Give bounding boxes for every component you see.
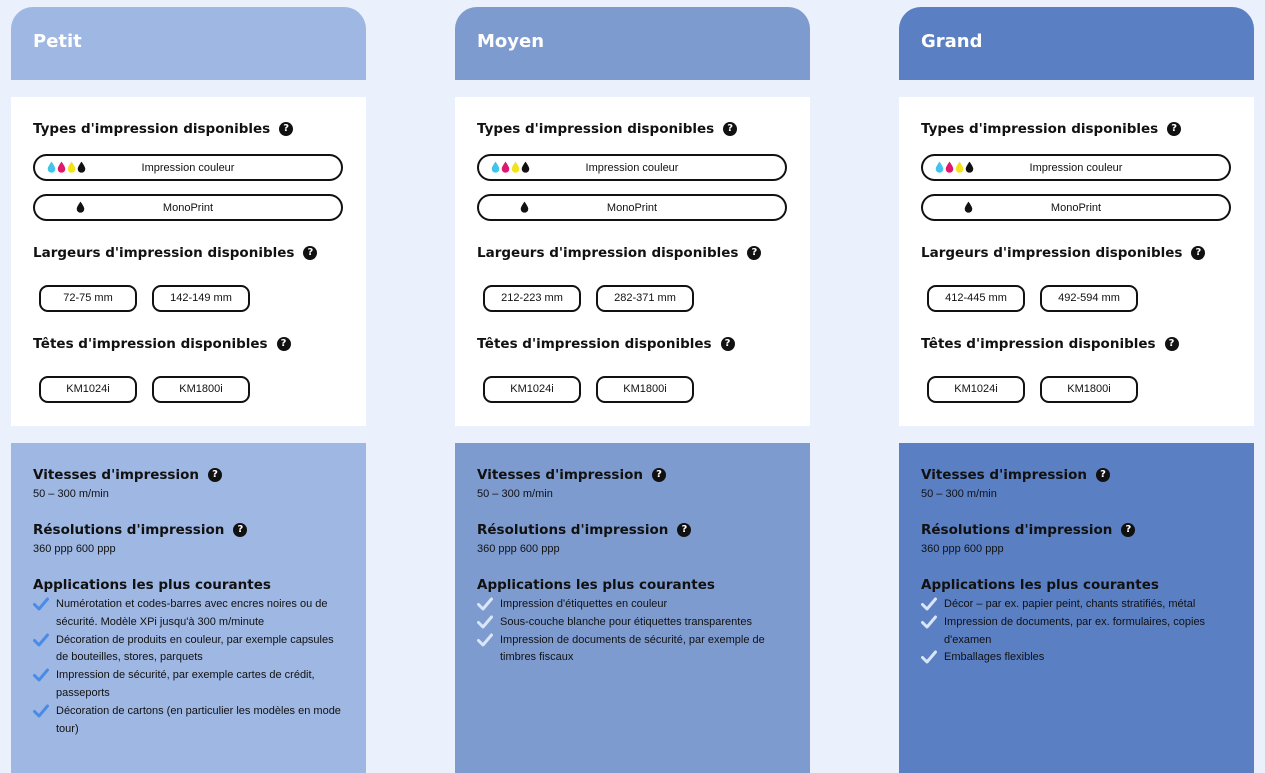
size-column-1 <box>455 7 810 664</box>
check-icon <box>921 650 937 664</box>
heads-heading: Têtes d'impression disponibles ? <box>33 336 291 352</box>
print-type-mono: MonoPrint <box>33 194 343 221</box>
check-icon <box>477 615 493 629</box>
width-tag: 212-223 mm <box>483 285 581 312</box>
speed-value: 50 – 300 m/min <box>477 488 553 500</box>
resolution-heading: Résolutions d'impression ? <box>33 522 247 538</box>
check-icon <box>33 668 49 682</box>
question-circle-icon[interactable]: ? <box>723 122 737 136</box>
resolution-value: 360 ppp 600 ppp <box>921 543 1004 555</box>
question-circle-icon[interactable]: ? <box>1121 523 1135 537</box>
list-item: Numérotation et codes-barres avec encres noires ou de sécurité. Modèle XPi jusqu'à 300 m/minute <box>33 596 348 632</box>
head-tag: KM1800i <box>596 376 694 403</box>
speed-value: 50 – 300 m/min <box>33 488 109 500</box>
head-tag: KM1800i <box>152 376 250 403</box>
width-tag: 282-371 mm <box>596 285 694 312</box>
widths-heading: Largeurs d'impression disponibles ? <box>477 245 761 261</box>
width-tag: 142-149 mm <box>152 285 250 312</box>
print-type-mono: MonoPrint <box>921 194 1231 221</box>
question-circle-icon[interactable]: ? <box>652 468 666 482</box>
width-tag: 412-445 mm <box>927 285 1025 312</box>
applications-list <box>477 596 792 667</box>
check-icon <box>921 615 937 629</box>
question-circle-icon[interactable]: ? <box>1165 337 1179 351</box>
question-circle-icon[interactable]: ? <box>1167 122 1181 136</box>
list-item: Décoration de cartons (en particulier les modèles en mode tour) <box>33 703 348 739</box>
question-circle-icon[interactable]: ? <box>1191 246 1205 260</box>
applications-heading: Applications les plus courantes <box>33 577 271 593</box>
heads-heading: Têtes d'impression disponibles ? <box>477 336 735 352</box>
column-header <box>899 7 1254 80</box>
print-type-color: Impression couleur <box>33 154 343 181</box>
specs-card <box>899 97 1254 426</box>
print-type-color: Impression couleur <box>921 154 1231 181</box>
resolution-value: 360 ppp 600 ppp <box>477 543 560 555</box>
check-icon <box>33 597 49 611</box>
applications-heading: Applications les plus courantes <box>477 577 715 593</box>
list-item: Emballages flexibles <box>921 649 1236 667</box>
resolution-heading: Résolutions d'impression ? <box>477 522 691 538</box>
column-title: Moyen <box>477 31 545 52</box>
applications-list <box>33 596 348 738</box>
specs-card <box>11 97 366 426</box>
width-tag: 72-75 mm <box>39 285 137 312</box>
head-tag: KM1024i <box>927 376 1025 403</box>
widths-heading: Largeurs d'impression disponibles ? <box>921 245 1205 261</box>
print-types-heading: Types d'impression disponibles ? <box>33 121 293 137</box>
details-card <box>11 443 366 773</box>
question-circle-icon[interactable]: ? <box>277 337 291 351</box>
applications-heading: Applications les plus courantes <box>921 577 1159 593</box>
print-type-color: Impression couleur <box>477 154 787 181</box>
list-item: Impression de documents, par ex. formulaires, copies d'examen <box>921 614 1236 650</box>
check-icon <box>477 597 493 611</box>
print-type-mono: MonoPrint <box>477 194 787 221</box>
list-item: Sous-couche blanche pour étiquettes transparentes <box>477 614 792 632</box>
size-column-2 <box>899 7 1254 664</box>
specs-card <box>455 97 810 426</box>
question-circle-icon[interactable]: ? <box>208 468 222 482</box>
question-circle-icon[interactable]: ? <box>233 523 247 537</box>
resolution-heading: Résolutions d'impression ? <box>921 522 1135 538</box>
question-circle-icon[interactable]: ? <box>279 122 293 136</box>
details-card <box>899 443 1254 773</box>
column-title: Grand <box>921 31 983 52</box>
print-types-heading: Types d'impression disponibles ? <box>477 121 737 137</box>
heads-heading: Têtes d'impression disponibles ? <box>921 336 1179 352</box>
column-title: Petit <box>33 31 82 52</box>
head-tag: KM1024i <box>39 376 137 403</box>
list-item: Impression d'étiquettes en couleur <box>477 596 792 614</box>
list-item: Impression de documents de sécurité, par exemple de timbres fiscaux <box>477 632 792 668</box>
check-icon <box>477 633 493 647</box>
width-tag: 492-594 mm <box>1040 285 1138 312</box>
head-tag: KM1024i <box>483 376 581 403</box>
widths-heading: Largeurs d'impression disponibles ? <box>33 245 317 261</box>
check-icon <box>33 704 49 718</box>
list-item: Impression de sécurité, par exemple cartes de crédit, passeports <box>33 667 348 703</box>
question-circle-icon[interactable]: ? <box>303 246 317 260</box>
question-circle-icon[interactable]: ? <box>721 337 735 351</box>
column-header <box>455 7 810 80</box>
details-card <box>455 443 810 773</box>
question-circle-icon[interactable]: ? <box>747 246 761 260</box>
column-header <box>11 7 366 80</box>
speed-heading: Vitesses d'impression ? <box>477 467 666 483</box>
list-item: Décoration de produits en couleur, par exemple capsules de bouteilles, stores, parquets <box>33 632 348 668</box>
speed-heading: Vitesses d'impression ? <box>33 467 222 483</box>
check-icon <box>33 633 49 647</box>
check-icon <box>921 597 937 611</box>
size-column-0 <box>11 7 366 735</box>
list-item: Décor – par ex. papier peint, chants stratifiés, métal <box>921 596 1236 614</box>
question-circle-icon[interactable]: ? <box>1096 468 1110 482</box>
question-circle-icon[interactable]: ? <box>677 523 691 537</box>
resolution-value: 360 ppp 600 ppp <box>33 543 116 555</box>
speed-heading: Vitesses d'impression ? <box>921 467 1110 483</box>
applications-list <box>921 596 1236 667</box>
print-types-heading: Types d'impression disponibles ? <box>921 121 1181 137</box>
speed-value: 50 – 300 m/min <box>921 488 997 500</box>
head-tag: KM1800i <box>1040 376 1138 403</box>
